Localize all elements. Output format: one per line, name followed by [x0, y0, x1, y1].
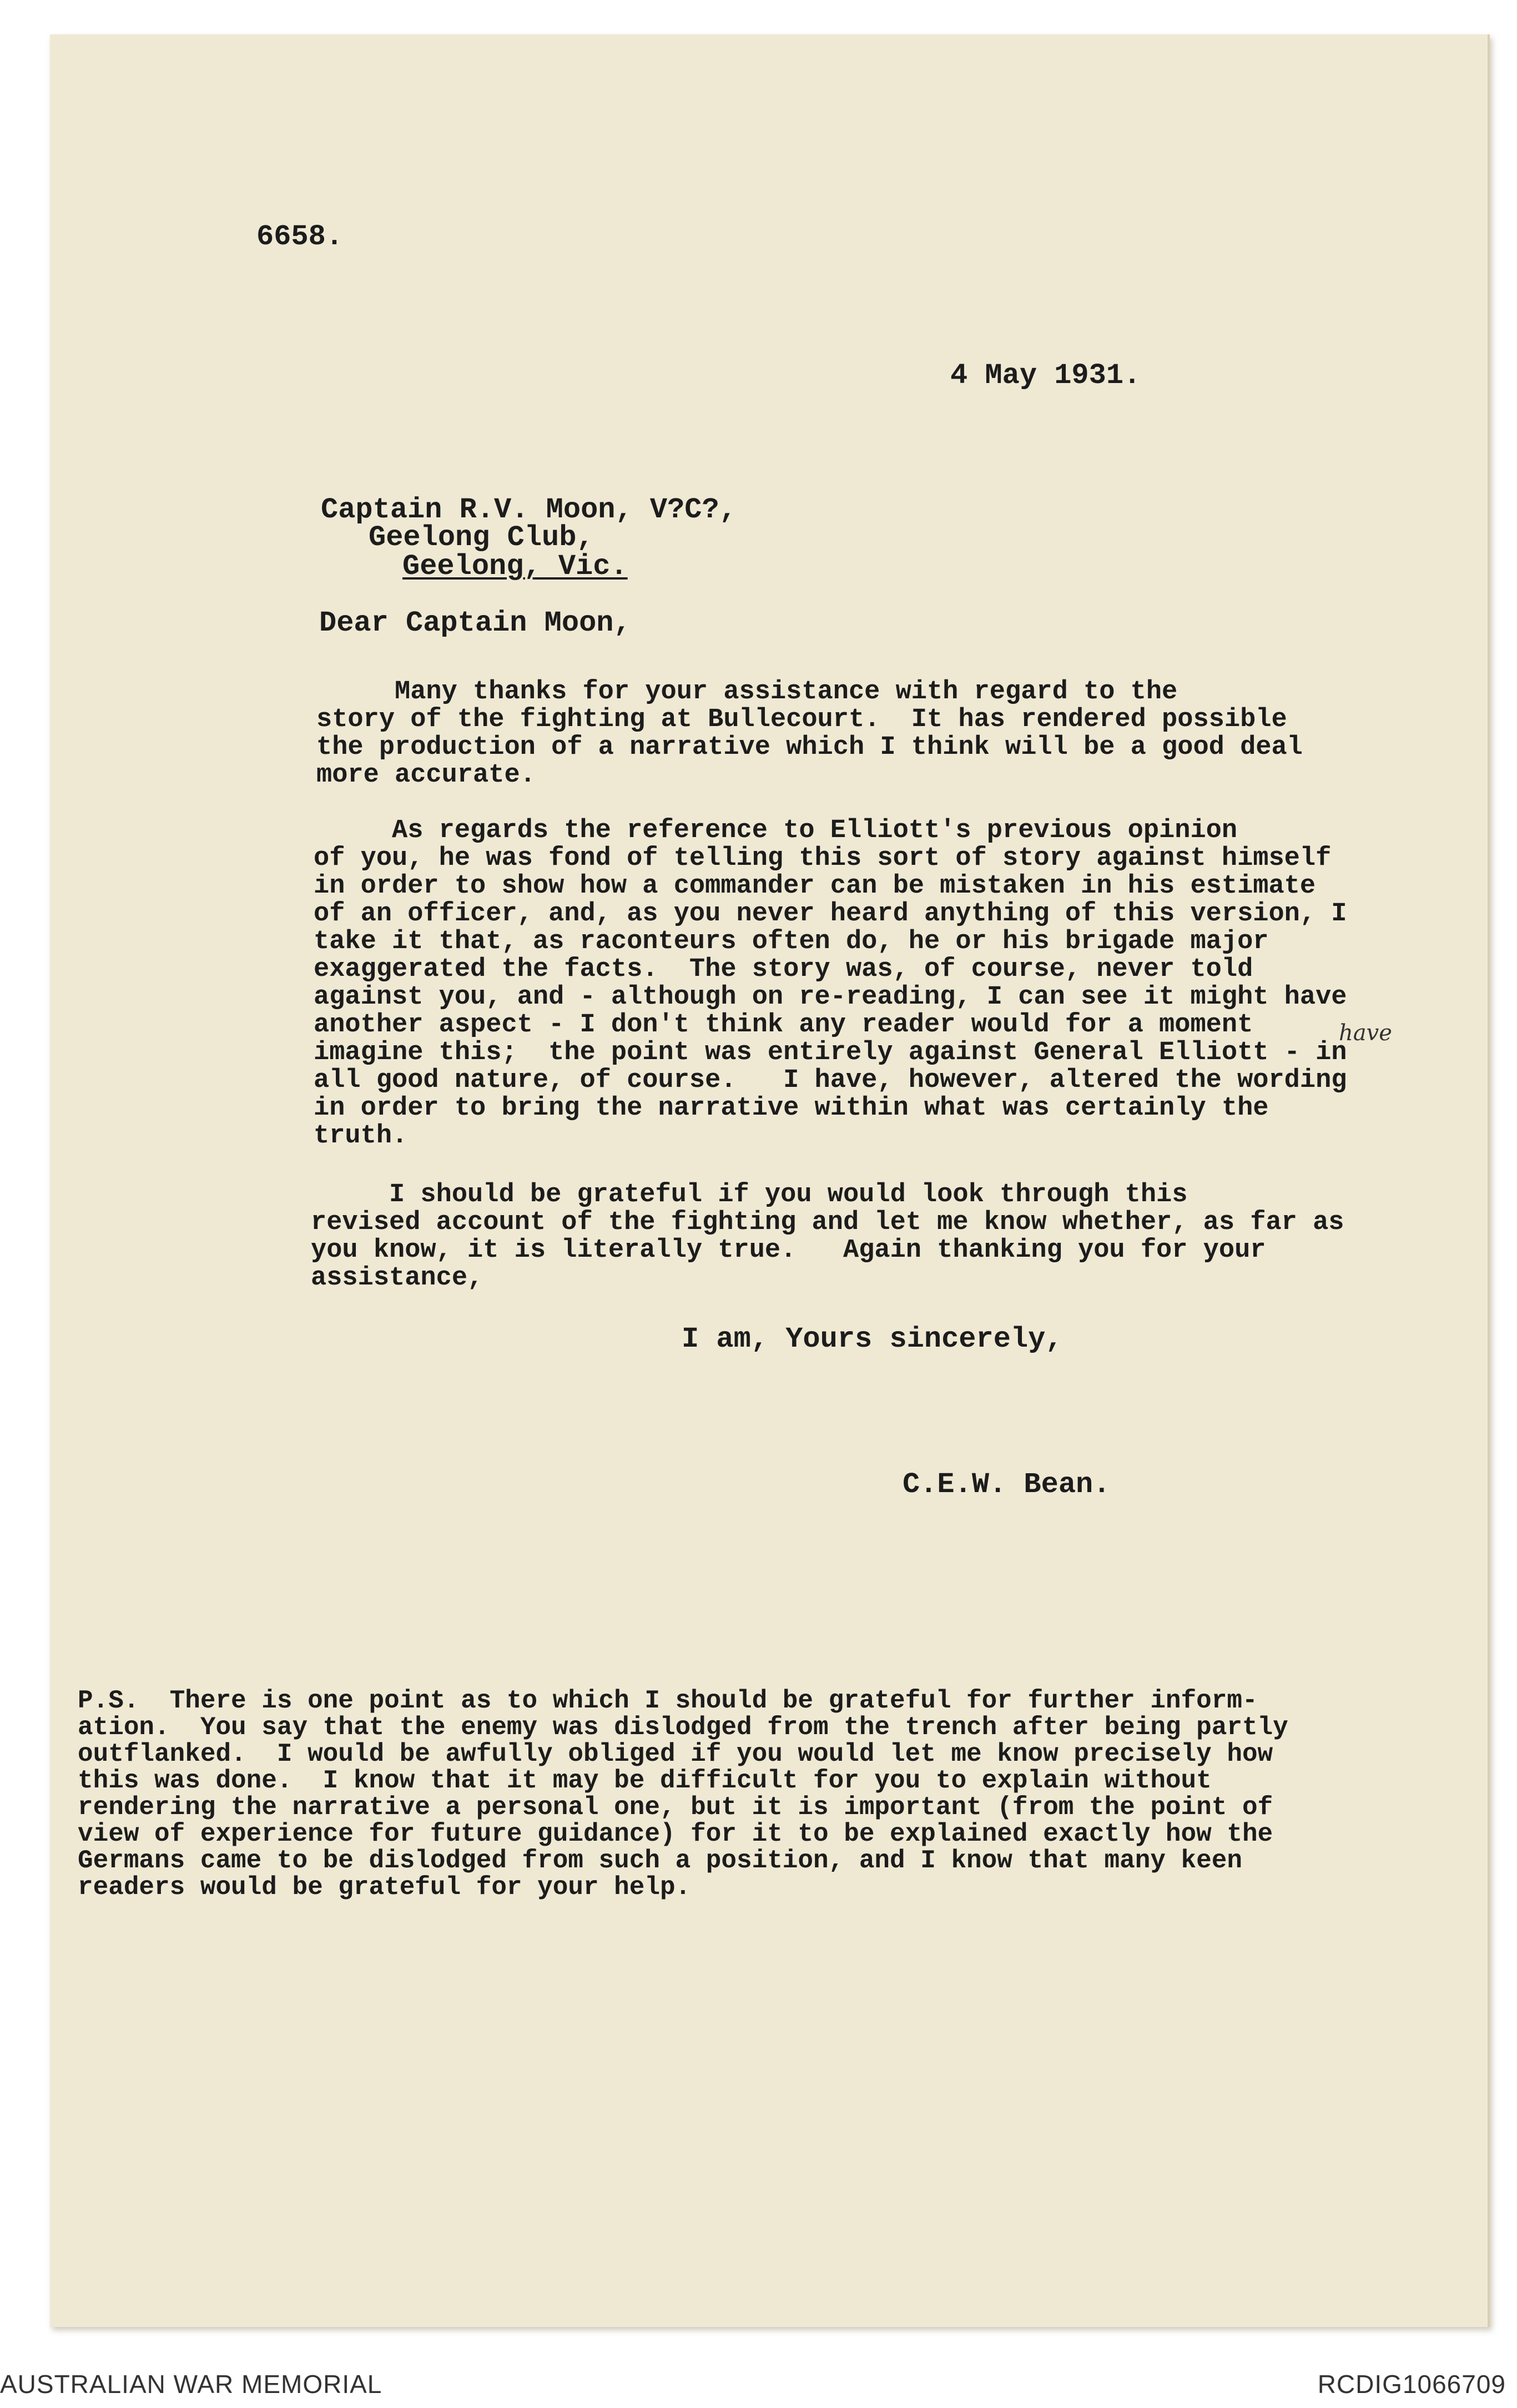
paragraph-request: I should be grateful if you would look through this revised account of the fighting and let me know whether, as far as you know, it is literally true. Again thanking you for your assistance,: [311, 1180, 1344, 1293]
address-line-city: Geelong, Vic.: [402, 550, 628, 583]
letter-date: 4 May 1931.: [950, 359, 1141, 392]
signature: C.E.W. Bean.: [903, 1468, 1111, 1501]
address-line-name: Captain R.V. Moon, V?C?,: [321, 493, 737, 526]
postscript: P.S. There is one point as to which I should be grateful for further inform- ation. You say that the enemy was dislodged from the trench after being partly outflanked. I would be awfully obliged if you would let me know precisely how this was done. I know that it may be difficult for you to explain without rendering the narrative a personal one, but it is important (from the point of view of experience for future guidance) for it to be explained exactly how the Germans came to be dislodged from such a position, and I know that many keen readers would be grateful for your help.: [78, 1686, 1288, 1902]
salutation: Dear Captain Moon,: [319, 607, 631, 639]
paragraph-elliott: As regards the reference to Elliott's previous opinion of you, he was fond of telling this sort of story against himself in order to show how a commander can be mistaken in his estimate of an officer, and, as you never heard anything of this version, I take it that, as raconteurs often do, he or his brigade major exaggerated the facts. The story was, of course, never told against you, and - although on re-reading, I can see it might have another aspect - I don't think any reader would for a moment imagine this; the point was entirely against General Elliott - in all good nature, of course. I have, however, altered the wording in order to bring the narrative within what was certainly the truth.: [314, 816, 1347, 1151]
closing: I am, Yours sincerely,: [682, 1323, 1063, 1356]
address-line-club: Geelong Club,: [369, 521, 594, 554]
reference-number: 6658.: [256, 220, 344, 253]
handwritten-insertion: have: [1339, 1020, 1392, 1046]
footer-institution: AUSTRALIAN WAR MEMORIAL: [0, 2370, 382, 2399]
paragraph-thanks: Many thanks for your assistance with regard to the story of the fighting at Bullecourt. It has rendered possible the production of a narrative which I think will be a good deal more accurate.: [316, 677, 1303, 790]
footer-record-id: RCDIG1066709: [1317, 2370, 1506, 2399]
